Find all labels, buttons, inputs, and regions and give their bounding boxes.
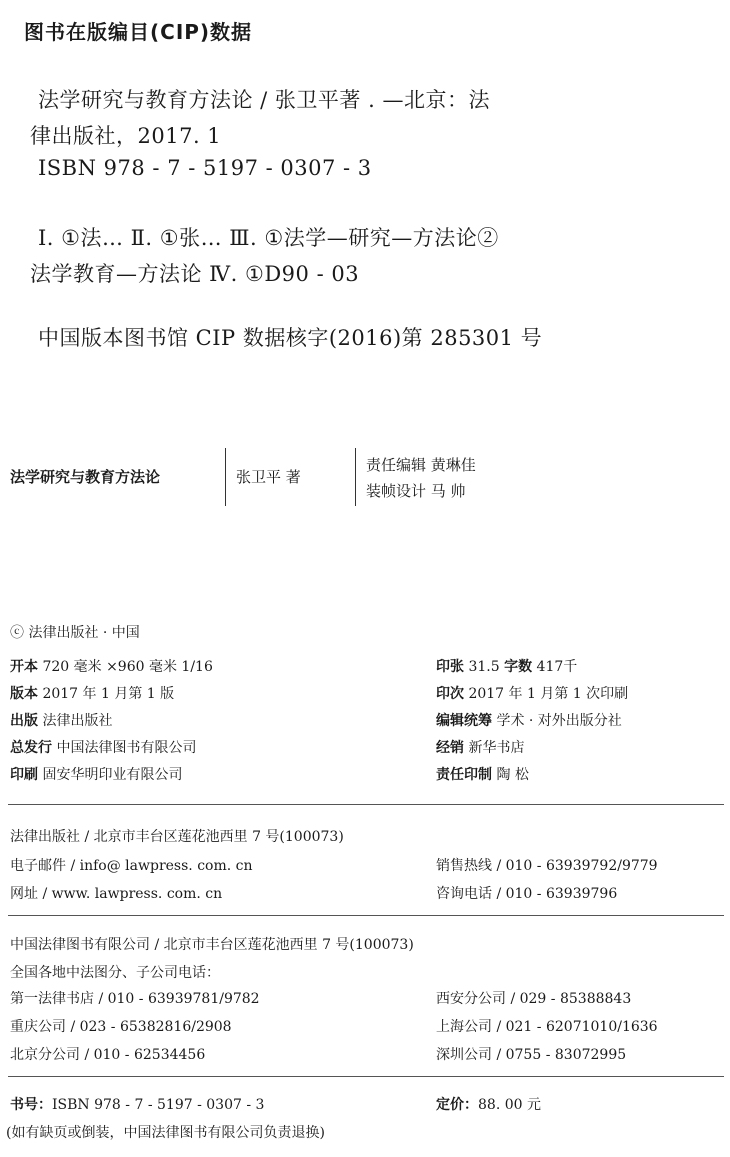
return-notice: (如有缺页或倒装，中国法律图书有限公司负责退换)	[6, 1125, 325, 1141]
spec-sheets-and-wordcount: 印张 31.5 字数 417千	[436, 659, 578, 675]
publisher-email: 电子邮件 / info@ lawpress. com. cn	[10, 858, 253, 874]
cip-isbn: ISBN 978 - 7 - 5197 - 0307 - 3	[38, 156, 372, 180]
branches-heading: 全国各地中法图分、子公司电话：	[10, 965, 220, 981]
spec-editorial-coordination: 编辑统筹 学术 · 对外出版分社	[436, 713, 622, 729]
divider	[225, 448, 226, 506]
inquiry-phone: 咨询电话 / 010 - 63939796	[436, 886, 618, 902]
distributor-address: 中国法律图书有限公司 / 北京市丰台区莲花池西里 7 号(100073)	[10, 937, 414, 953]
book-number: 书号：ISBN 978 - 7 - 5197 - 0307 - 3	[10, 1097, 265, 1113]
spec-printing: 印次 2017 年 1 月第 1 次印刷	[436, 686, 629, 702]
spec-edition: 版本 2017 年 1 月第 1 版	[10, 686, 175, 702]
publisher-website: 网址 / www. lawpress. com. cn	[10, 886, 223, 902]
price: 定价：88. 00 元	[436, 1097, 541, 1113]
cip-classification-line-2: 法学教育—方法论 Ⅳ. ①D90 - 03	[30, 262, 360, 286]
spec-publisher: 出版 法律出版社	[10, 713, 113, 729]
copyright-line: ⓒ 法律出版社 · 中国	[10, 625, 140, 641]
spec-seller: 经销 新华书店	[436, 740, 525, 756]
branch-phone: 西安分公司 / 029 - 85388843	[436, 991, 632, 1007]
cip-heading: 图书在版编目(CIP)数据	[24, 20, 253, 44]
cip-bibliographic-line-2: 律出版社，2017. 1	[30, 124, 222, 148]
branch-phone: 深圳公司 / 0755 - 83072995	[436, 1047, 627, 1063]
cover-designer: 装帧设计 马 帅	[366, 482, 466, 500]
branch-phone: 重庆公司 / 023 - 65382816/2908	[10, 1019, 232, 1035]
spec-distributor: 总发行 中国法律图书有限公司	[10, 740, 197, 756]
book-title: 法学研究与教育方法论	[10, 468, 161, 486]
cip-record-number: 中国版本图书馆 CIP 数据核字(2016)第 285301 号	[38, 326, 543, 350]
spec-format: 开本 720 毫米 ×960 毫米 1/16	[10, 659, 213, 675]
cip-classification-line-1: Ⅰ. ①法… Ⅱ. ①张… Ⅲ. ①法学—研究—方法论②	[38, 226, 499, 250]
responsible-editor: 责任编辑 黄琳佳	[366, 456, 476, 474]
spec-printer: 印刷 固安华明印业有限公司	[10, 767, 183, 783]
author: 张卫平 著	[236, 468, 301, 486]
divider	[355, 448, 356, 506]
publisher-address: 法律出版社 / 北京市丰台区莲花池西里 7 号(100073)	[10, 829, 344, 845]
spec-print-supervisor: 责任印制 陶 松	[436, 767, 529, 783]
branch-phone: 北京分公司 / 010 - 62534456	[10, 1047, 206, 1063]
divider	[8, 804, 724, 805]
cip-bibliographic-line-1: 法学研究与教育方法论 / 张卫平著 . —北京：法	[38, 88, 490, 112]
divider	[8, 1076, 724, 1077]
branch-phone: 上海公司 / 021 - 62071010/1636	[436, 1019, 658, 1035]
divider	[8, 915, 724, 916]
sales-hotline: 销售热线 / 010 - 63939792/9779	[436, 858, 658, 874]
branch-phone: 第一法律书店 / 010 - 63939781/9782	[10, 991, 260, 1007]
